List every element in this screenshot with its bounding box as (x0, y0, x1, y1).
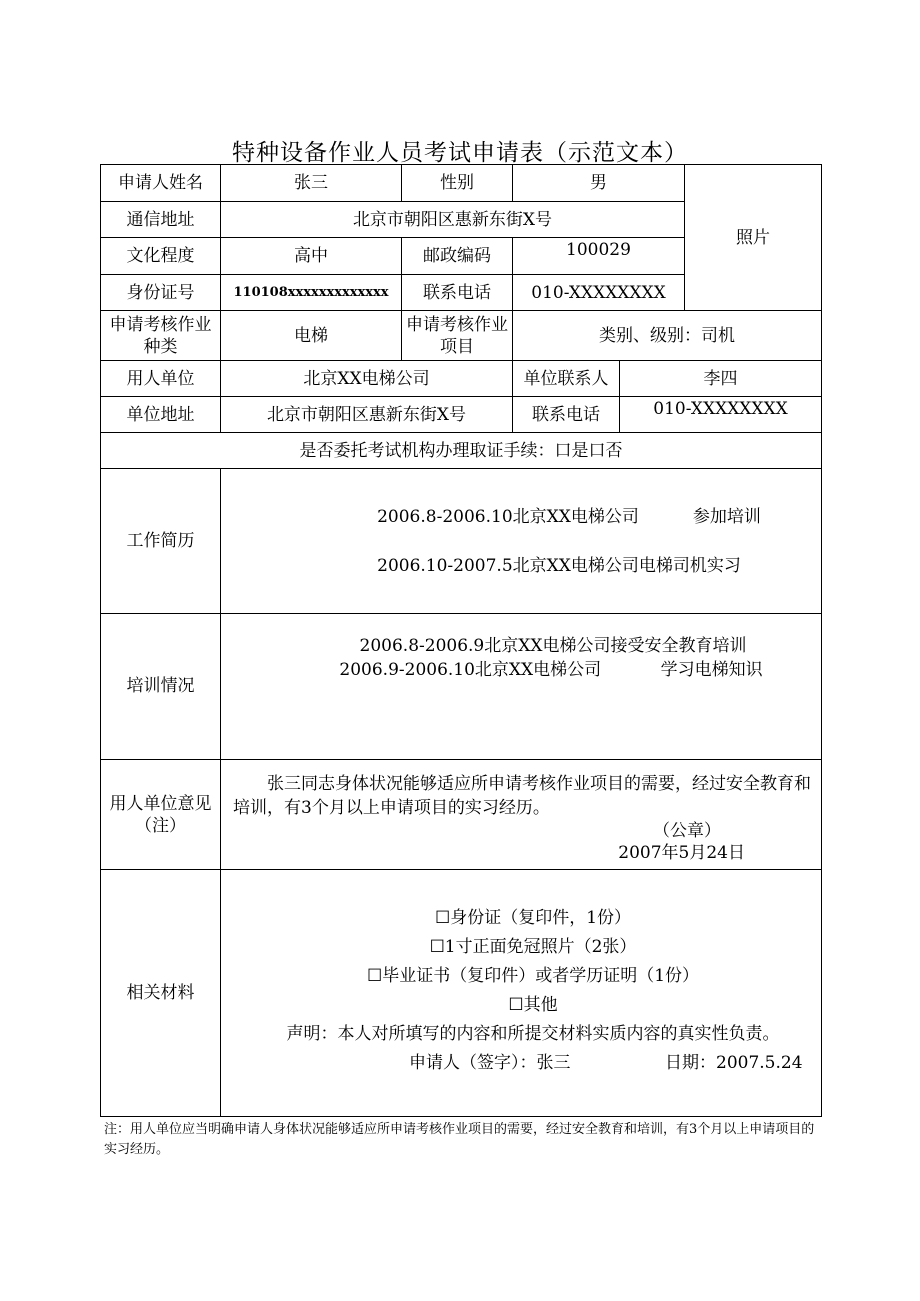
employer-phone-value: 010-XXXXXXXX (620, 397, 822, 433)
opinion-date: 2007年5月24日 (618, 843, 745, 863)
name-value: 张三 (221, 165, 402, 202)
applicant-signature: 申请人（签字）：张三 (409, 1053, 571, 1073)
photo-cell: 照片 (685, 165, 822, 311)
id-value: 110108xxxxxxxxxxxxx (221, 275, 402, 311)
row-employer (101, 361, 822, 397)
phone-value: 010-XXXXXXXX (513, 275, 685, 311)
row-job (101, 311, 822, 361)
address-value: 北京市朝阳区惠新东街X号 (221, 202, 685, 238)
work-history-content (221, 469, 822, 614)
employer-address-label: 单位地址 (101, 397, 221, 433)
gender-label: 性别 (402, 165, 513, 202)
materials-content (221, 870, 822, 1117)
education-value: 高中 (221, 238, 402, 275)
row-opinion (101, 760, 822, 870)
material-diploma: ☐毕业证书（复印件）或者学历证明（1份） (366, 966, 700, 986)
work-history-line-2: 2006.10-2007.5北京XX电梯公司电梯司机实习 (377, 555, 741, 576)
opinion-label: 用人单位意见（注） (101, 760, 221, 870)
address-label: 通信地址 (101, 202, 221, 238)
gender-value: 男 (513, 165, 685, 202)
job-type-label: 申请考核作业种类 (101, 311, 221, 361)
row-employer-address (101, 397, 822, 433)
footnote: 注：用人单位应当明确申请人身体状况能够适应所申请考核作业项目的需要，经过安全教育和培训，有3个月以上申请项目的实习经历。 (104, 1122, 815, 1157)
materials-statement: 声明：本人对所填写的内容和所提交材料实质内容的真实性负责。 (286, 1024, 780, 1044)
training-line-2: 2006.9-2006.10北京XX电梯公司 学习电梯知识 (339, 660, 763, 680)
application-form-table (100, 164, 822, 1117)
signature-line (245, 1049, 821, 1078)
material-id-card: ☐身份证（复印件，1份） (434, 908, 632, 928)
job-item-label: 申请考核作业项目 (402, 311, 513, 361)
employer-address-value: 北京市朝阳区惠新东街X号 (221, 397, 513, 433)
employer-contact-label: 单位联系人 (513, 361, 620, 397)
page-title: 特种设备作业人员考试申请表（示范文本） (232, 140, 688, 166)
employer-value: 北京XX电梯公司 (221, 361, 513, 397)
row-entrust (101, 433, 822, 469)
name-label: 申请人姓名 (101, 165, 221, 202)
entrust-text: 是否委托考试机构办理取证手续：口是口否 (101, 433, 822, 469)
row-materials (101, 870, 822, 1117)
row-work-history (101, 469, 822, 614)
postcode-label: 邮政编码 (402, 238, 513, 275)
training-content (221, 614, 822, 760)
opinion-seal: （公章） (653, 821, 721, 841)
employer-contact-value: 李四 (620, 361, 822, 397)
education-label: 文化程度 (101, 238, 221, 275)
work-history-line-1: 2006.8-2006.10北京XX电梯公司 参加培训 (377, 506, 761, 527)
training-line-1: 2006.8-2006.9北京XX电梯公司接受安全教育培训 (359, 636, 747, 656)
row-name (101, 165, 822, 202)
postcode-value: 100029 (513, 238, 685, 275)
job-item-value: 类别、级别：司机 (513, 311, 822, 361)
row-training (101, 614, 822, 760)
material-other: ☐其他 (508, 995, 558, 1015)
id-label: 身份证号 (101, 275, 221, 311)
phone-label: 联系电话 (402, 275, 513, 311)
training-label: 培训情况 (101, 614, 221, 760)
materials-label: 相关材料 (101, 870, 221, 1117)
employer-phone-label: 联系电话 (513, 397, 620, 433)
work-history-label: 工作简历 (101, 469, 221, 614)
material-photo: ☐1寸正面免冠照片（2张） (429, 937, 637, 957)
opinion-text: 张三同志身体状况能够适应所申请考核作业项目的需要，经过安全教育和培训，有3个月以上申请项目的实习经历。 (233, 774, 811, 818)
employer-label: 用人单位 (101, 361, 221, 397)
sign-date: 日期：2007.5.24 (665, 1053, 803, 1073)
job-type-value: 电梯 (221, 311, 402, 361)
opinion-content (221, 760, 822, 870)
